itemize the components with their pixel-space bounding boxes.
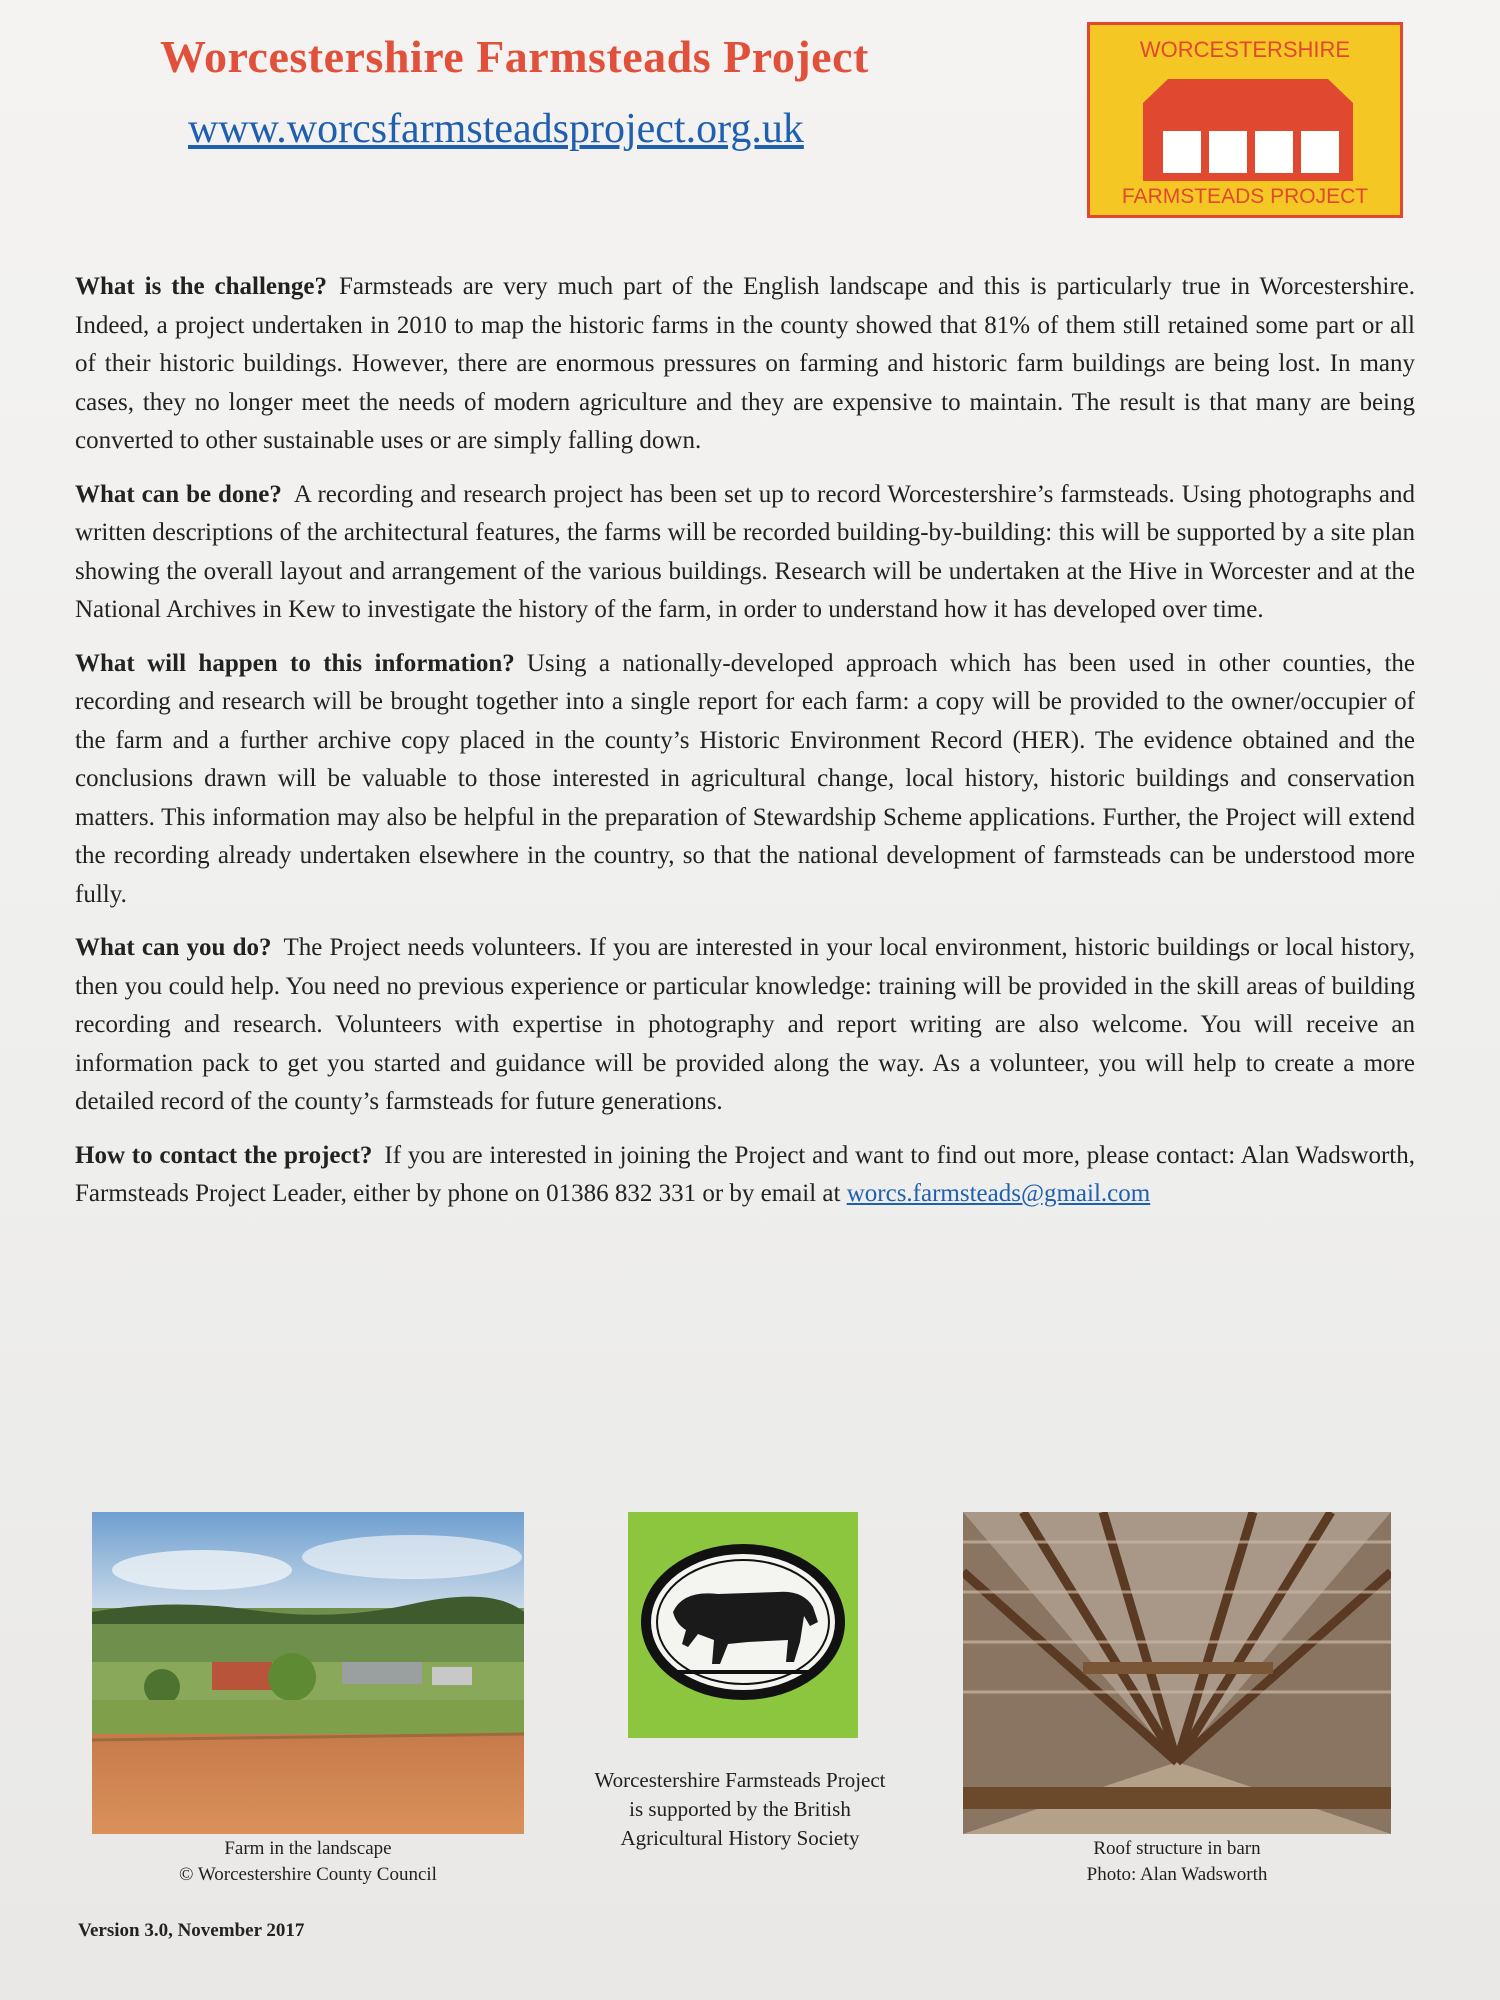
- email-link[interactable]: worcs.farmsteads@gmail.com: [846, 1180, 1151, 1207]
- section-heading: What can be done?: [75, 480, 282, 508]
- caption-line: © Worcestershire County Council: [179, 1864, 437, 1885]
- section-heading: What can you do?: [75, 934, 272, 961]
- section-text: Using a nationally-developed approach which has been used in other counties, the recording and research will be brought together into a single report for each farm: a copy will be provided to the owner/occupier of the farm and a further archive copy placed in the county’s Historic Environment Record (HER). The evidence obtained and the conclusions drawn will be valuable to those interested in agricultural change, local history, historic buildings and conservation matters. This information may also be helpful in the preparation of Stewardship Scheme applications. Further, the Project will extend the recording already undertaken elsewhere in the country, so that the national development of farmsteads can be understood more fully.: [75, 649, 1415, 908]
- section-challenge: [75, 268, 1415, 461]
- section-text: If you are interested in joining the Project and want to find out more, please contact: Alan Wadsworth, Farmsteads Project Leader, either by phone on 01386 832 331 or by email at: [75, 1141, 1415, 1207]
- landscape-caption: [92, 1836, 524, 1888]
- society-logo: [628, 1512, 858, 1738]
- website-link[interactable]: www.worcsfarmsteadsproject.org.uk: [188, 106, 804, 152]
- caption-line: Worcestershire Farmsteads Project: [594, 1768, 886, 1792]
- page-title: Worcestershire Farmsteads Project: [160, 31, 869, 82]
- caption-line: Agricultural History Society: [620, 1826, 860, 1850]
- barn-icon: [1143, 73, 1353, 181]
- roof-structure-photo: [963, 1512, 1391, 1834]
- caption-line: Roof structure in barn: [1093, 1838, 1261, 1859]
- caption-line: Farm in the landscape: [224, 1838, 392, 1859]
- section-heading: How to contact the project?: [75, 1141, 373, 1169]
- body-text: [75, 268, 1415, 1229]
- section-heading: What is the challenge?: [75, 273, 328, 300]
- farm-landscape-photo: [92, 1512, 524, 1834]
- project-logo: [1087, 22, 1403, 218]
- section-information: [75, 645, 1415, 915]
- logo-bottom-text: FARMSTEADS PROJECT: [1121, 185, 1369, 208]
- section-text: The Project needs volunteers. If you are interested in your local environment, historic buildings or local history, then you could help. You need no previous experience or particular knowledge: training will be provided in the skill areas of building recording and research. Volunteers with expertise in photography and report writing are also welcome. You will receive an information pack to get you started and guidance will be provided along the way. As a volunteer, you will help to create a more detailed record of the county’s farmsteads for future generations.: [75, 934, 1415, 1115]
- sponsor-caption: [540, 1766, 940, 1853]
- section-heading: What will happen to this information?: [75, 649, 515, 677]
- section-what-can-you-do: [75, 929, 1415, 1122]
- section-text: A recording and research project has been set up to record Worcestershire’s farmsteads. Using photographs and written descriptions of the architectural features, the farms will be recorded building-by-building: this will be supported by a site plan showing the overall layout and arrangement of the various buildings. Research will be undertaken at the Hive in Worcester and at the National Archives in Kew to investigate the history of the farm, in order to understand how it has developed over time.: [75, 480, 1415, 623]
- section-text: Farmsteads are very much part of the English landscape and this is particularly true in Worcestershire. Indeed, a project undertaken in 2010 to map the historic farms in the county showed that 81% of them still retained some part or all of their historic buildings. However, there are enormous pressures on farming and historic farm buildings are being lost. In many cases, they no longer meet the needs of modern agriculture and they are expensive to maintain. The result is that many are being converted to other sustainable uses or are simply falling down.: [75, 273, 1415, 454]
- section-what-can-be-done: [75, 476, 1415, 630]
- logo-top-text: WORCESTERSHIRE: [1139, 37, 1351, 62]
- section-contact: [75, 1137, 1415, 1214]
- roof-caption: [963, 1836, 1391, 1888]
- caption-line: is supported by the British: [629, 1797, 851, 1821]
- caption-line: Photo: Alan Wadsworth: [1086, 1864, 1268, 1885]
- version-note: Version 3.0, November 2017: [78, 1920, 305, 1941]
